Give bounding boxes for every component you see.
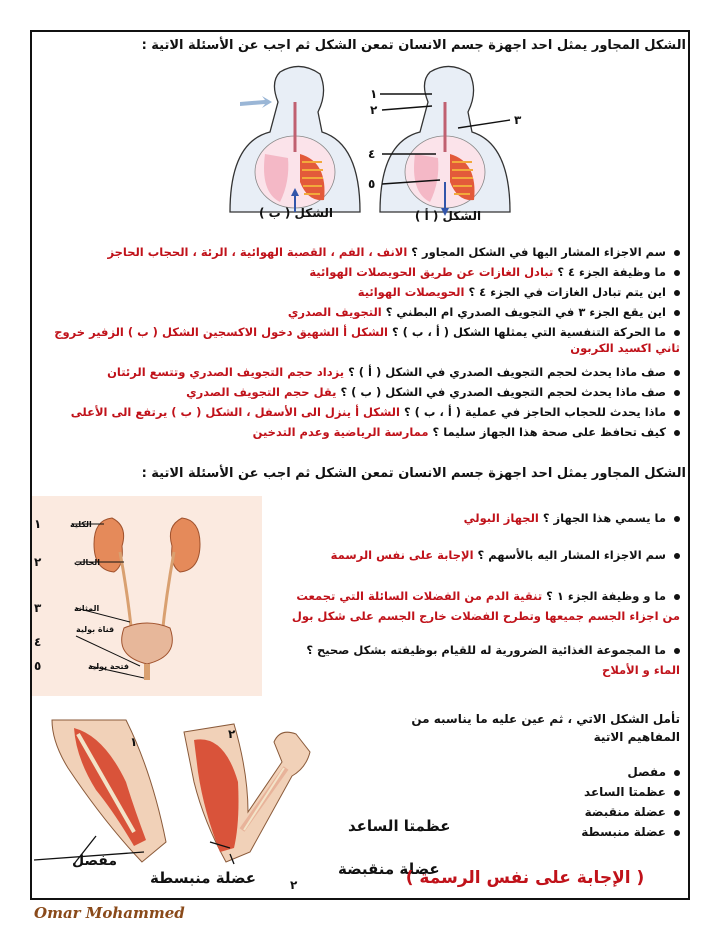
bullet [674, 790, 680, 796]
answer: الشكل أ الشهيق دخول الاكسجين الشكل ( ب ) الزفير خروج ثاني اكسيد الكربون [54, 325, 680, 355]
answer: تنقية الدم من الفضلات السائلة التي تجمعت من اجزاء الجسم جميعها وتطرح الفضلات خارج الجسم على شكل بول [291, 589, 680, 623]
concept-list [440, 762, 680, 842]
resp-question-8: ماذا يحدث للحجاب الحاجز في عملية ( أ ، ب ) ؟ الشكل أ ينزل الى الأسفل ، الشكل ( ب ) يرتفع الى الأعلى [40, 404, 680, 420]
urinary-num-3: ٣ [34, 601, 42, 615]
bullet [674, 290, 680, 296]
resp-question-4: اين يقع الجزء ٣ في التجويف الصدري ام البطني ؟ التجويف الصدري [40, 304, 680, 320]
bullet [674, 516, 680, 522]
answer: الانف ، الفم ، القصبة الهوائية ، الرئة ، الحجاب الحاجز [107, 245, 408, 259]
answer: الشكل أ ينزل الى الأسفل ، الشكل ( ب ) يرتفع الى الأعلى [70, 405, 400, 419]
resp-question-2: ما وظيفة الجزء ٤ ؟ تبادل الغازات عن طريق الحويصلات الهوائية [40, 264, 680, 280]
arm-label-contracted-num: ٢ [290, 878, 298, 892]
resp-question-7: صف ماذا يحدث لحجم التجويف الصدري في الشكل ( ب ) ؟ يقل حجم التجويف الصدري [40, 384, 680, 400]
resp-question-3: اين يتم تبادل الغازات في الجزء ٤ ؟ الحويصلات الهوائية [40, 284, 680, 300]
arm-label-forearm: عظمتا الساعد [348, 817, 451, 835]
bullet [674, 810, 680, 816]
urinary-question-3: ما و وظيفة الجزء ١ ؟ تنقية الدم من الفضلات السائلة التي تجمعت من اجزاء الجسم جميعها وتطرح الفضلات خارج الجسم على شكل بول [291, 589, 680, 623]
answer: الحويصلات الهوائية [357, 285, 465, 299]
urinary-label-kidney: الكلية [70, 520, 92, 529]
resp-label-3: ٣ [514, 113, 522, 127]
urinary-question-2: سم الاجزاء المشار اليه بالأسهم ؟ الإجابة على نفس الرسمة [280, 547, 680, 563]
arm-num-2: ٢ [228, 727, 236, 741]
urinary-label-opening: فتحة بولية [88, 662, 130, 671]
answer: ممارسة الرياضية وعدم التدخين [252, 425, 429, 439]
resp-label-4: ٤ [368, 147, 376, 161]
bullet [674, 330, 680, 336]
urinary-num-2: ٢ [34, 555, 42, 569]
answer: الماء و الأملاح [602, 663, 680, 677]
answer: الجهاز البولي [463, 511, 539, 525]
arm-label-contracted: عضلة منقبضة [338, 860, 440, 878]
resp-caption-a: الشكل ( أ ) [414, 209, 482, 223]
arm-num-1: ١ [130, 735, 138, 749]
bullet [674, 250, 680, 256]
section2-heading: الشكل المجاور يمثل احد اجهزة جسم الانسان تمعن الشكل ثم اجب عن الأسئلة الاتية : [141, 466, 686, 481]
arm-label-relaxed: عضلة منبسطة [150, 869, 256, 887]
right-kidney [170, 518, 200, 572]
urinary-label-urethra: قناة بولية [76, 625, 115, 634]
answer: الإجابة على نفس الرسمة [330, 548, 474, 562]
answer: يزداد حجم التجويف الصدري وتتسع الرئتان [107, 365, 345, 379]
bullet [674, 390, 680, 396]
resp-question-5: ما الحركة التنفسية التي يمثلها الشكل ( أ ، ب ) ؟ الشكل أ الشهيق دخول الاكسجين الشكل ( ب ) الزفير خروج ثاني اكسيد الكربون [54, 325, 680, 355]
bullet [674, 270, 680, 276]
answer: يقل حجم التجويف الصدري [186, 385, 337, 399]
resp-question-1: سم الاجزاء المشار اليها في الشكل المجاور ؟ الانف ، الفم ، القصبة الهوائية ، الرئة ، الحجاب الحاجز [40, 244, 680, 260]
resp-label-1: ١ [370, 87, 378, 101]
urinary-figure [32, 496, 262, 696]
bullet [674, 594, 680, 600]
resp-label-2: ٢ [370, 103, 378, 117]
bullet [674, 410, 680, 416]
answer-note: ( الإجابة على نفس الرسمة ) [405, 868, 645, 888]
concept-item: عضلة منبسطة [440, 822, 680, 842]
urinary-question-1: ما يسمي هذا الجهاز ؟ الجهاز البولي [280, 510, 680, 526]
answer: تبادل الغازات عن طريق الحويصلات الهوائية [309, 265, 554, 279]
signature: Omar Mohammed [34, 904, 185, 922]
concept-item: مفصل [440, 762, 680, 782]
section1-heading: الشكل المجاور يمثل احد اجهزة جسم الانسان تمعن الشكل ثم اجب عن الأسئلة الاتية : [141, 38, 686, 53]
respiratory-figure [200, 62, 530, 222]
section3-instruction: تأمل الشكل الاتي ، ثم عين عليه ما يناسبه من المفاهيم الاتية [411, 712, 680, 744]
arm-muscles-figure [34, 712, 451, 892]
bullet [674, 370, 680, 376]
urinary-num-1: ١ [34, 517, 42, 531]
resp-question-9: كيف تحافظ على صحة هذا الجهاز سليما ؟ ممارسة الرياضية وعدم التدخين [40, 424, 680, 440]
concept-item: عظمتا الساعد [440, 782, 680, 802]
urinary-question-4: ما المجموعة الغذائية الضرورية له للقيام بوظيفته بشكل صحيح ؟ الماء و الأملاح [306, 643, 680, 677]
urinary-label-ureter: الحالب [74, 558, 100, 567]
bullet [674, 310, 680, 316]
answer: التجويف الصدري [287, 305, 382, 319]
bullet [674, 770, 680, 776]
concept-item: عضلة منقبضة [440, 802, 680, 822]
resp-label-5: ٥ [368, 177, 376, 191]
bullet [674, 648, 680, 654]
arm-label-joint: مفصل [72, 853, 118, 869]
resp-caption-b: الشكل ( ب ) [258, 206, 334, 220]
bullet [674, 430, 680, 436]
urinary-label-bladder: المثانة [74, 604, 100, 613]
bullet [674, 553, 680, 559]
urinary-num-4: ٤ [34, 635, 42, 649]
urinary-num-5: ٥ [34, 659, 42, 673]
bullet [674, 830, 680, 836]
resp-question-6: صف ماذا يحدث لحجم التجويف الصدري في الشكل ( أ ) ؟ يزداد حجم التجويف الصدري وتتسع الرئتان [40, 364, 680, 380]
